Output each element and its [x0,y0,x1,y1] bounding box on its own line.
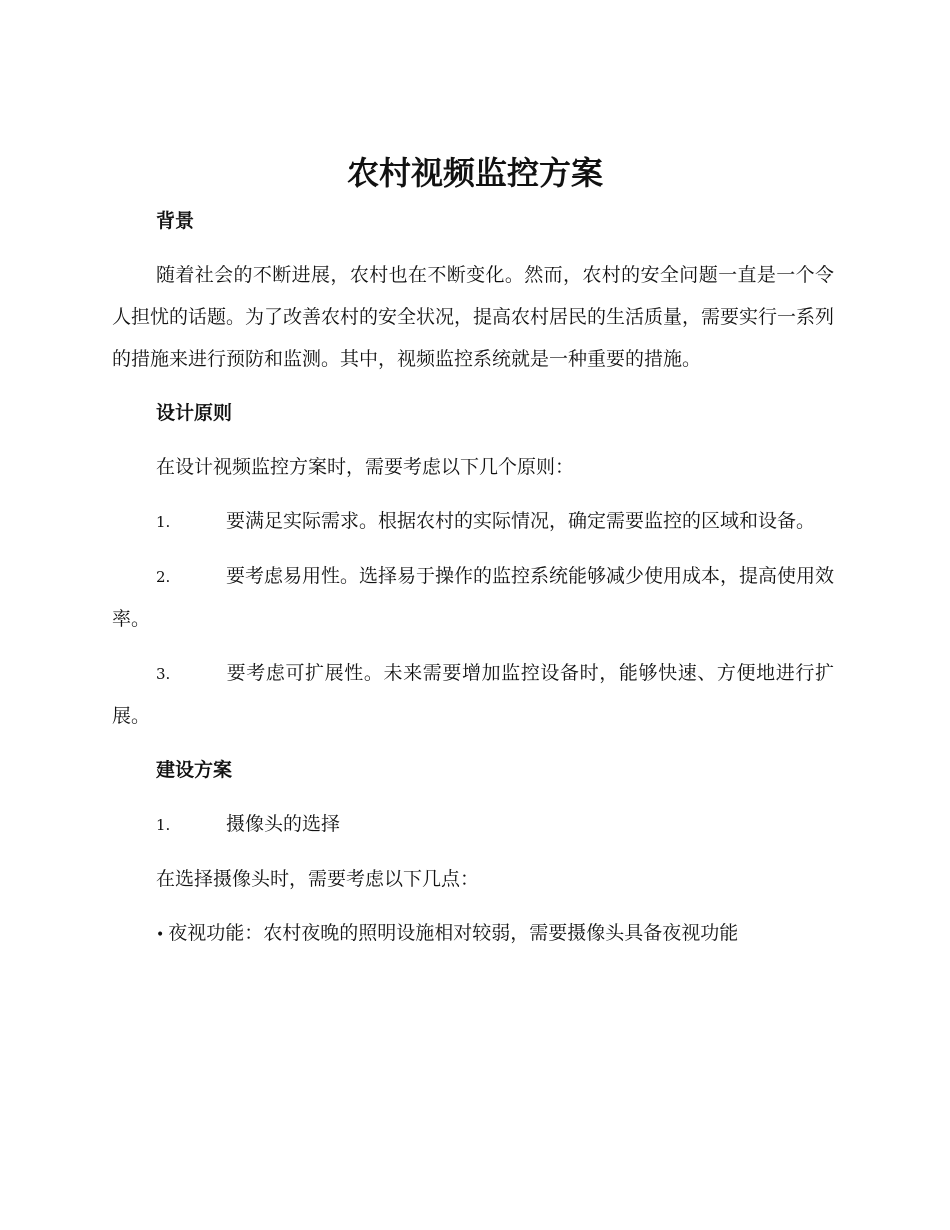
section-heading-background: 背景 [156,210,195,232]
section-heading-plan: 建设方案 [156,759,233,781]
bullet-icon: • [156,927,165,943]
bullet-text: 夜视功能：农村夜晚的照明设施相对较弱，需要摄像头具备夜视功能 [168,922,739,944]
section-heading-principles: 设计原则 [156,402,233,424]
bullet-item-night-vision [112,912,834,956]
list-text: 要考虑可扩展性。未来需要增加监控设备时，能够快速、方便地进行扩展。 [112,662,834,727]
document-body [112,200,834,968]
list-number: 2. [156,568,171,586]
background-paragraph: 随着社会的不断进展，农村也在不断变化。然而，农村的安全问题一直是一个令人担忧的话题。为了改善农村的安全状况，提高农村居民的生活质量，需要实行一系列的措施来进行预防和监测。其中，视频监控系统就是一种重要的措施。 [112,264,835,370]
principle-item-2 [112,555,834,640]
document-title: 农村视频监控方案 [346,154,603,192]
list-text: 摄像头的选择 [226,813,341,835]
plan-item-1 [112,803,834,846]
list-text: 要满足实际需求。根据农村的实际情况，确定需要监控的区域和设备。 [226,510,816,532]
list-text: 要考虑易用性。选择易于操作的监控系统能够减少使用成本，提高使用效率。 [112,565,835,630]
list-number: 1. [156,816,171,834]
principle-item-3 [112,652,834,737]
camera-selection-intro: 在选择摄像头时，需要考虑以下几点： [156,868,480,890]
principle-item-1 [112,500,834,543]
principles-intro: 在设计视频监控方案时，需要考虑以下几个原则： [156,456,575,478]
list-number: 3. [156,665,171,683]
list-number: 1. [156,513,171,531]
